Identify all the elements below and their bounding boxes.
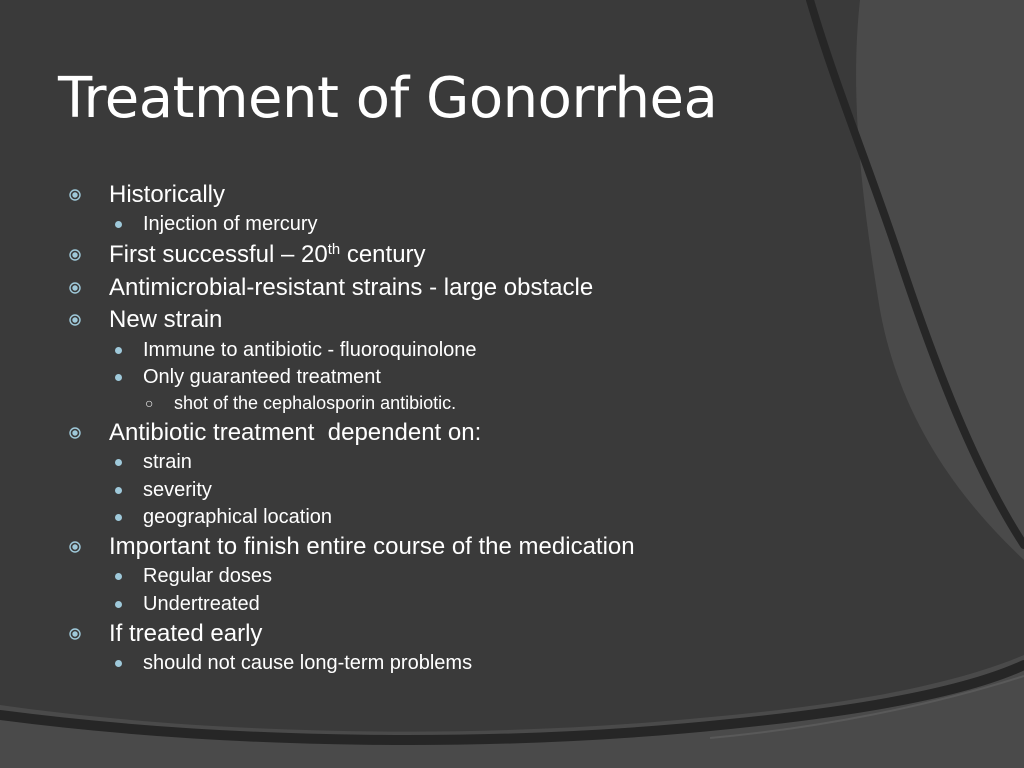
bullet-text: severity	[143, 479, 212, 501]
bullet-text: Important to finish entire course of the medication	[109, 533, 635, 560]
target-bullet-icon	[69, 249, 81, 261]
bullet-text: Immune to antibiotic - fluoroquinolone	[143, 339, 477, 361]
bullet-text: strain	[143, 451, 192, 473]
bullet-item-new-strain	[109, 305, 222, 335]
bullet-item-severity	[143, 478, 212, 502]
bullet-item-if-treated-early	[109, 619, 262, 649]
bullet-text: Historically	[109, 181, 226, 208]
slide-title: Treatment of Gonorrhea	[58, 66, 718, 131]
filled-dot-bullet-icon	[115, 374, 122, 381]
target-bullet-icon	[69, 189, 81, 201]
filled-dot-bullet-icon	[115, 459, 122, 466]
target-bullet-icon	[69, 541, 81, 553]
bullet-item-undertreated	[143, 592, 260, 616]
bullet-item-resistant-strains	[109, 273, 593, 303]
bullet-item-geographical-location	[143, 505, 332, 529]
bullet-text: geographical location	[143, 506, 333, 528]
bullet-item-no-long-term-problems	[143, 651, 472, 675]
filled-dot-bullet-icon	[115, 221, 122, 228]
hollow-circle-bullet-icon: ○	[145, 395, 154, 411]
bullet-item-immune-to-antibiotic	[143, 338, 477, 362]
bullet-text: If treated early	[109, 620, 263, 647]
filled-dot-bullet-icon	[115, 573, 122, 580]
bullet-item-injection-of-mercury	[143, 212, 318, 236]
target-bullet-icon	[69, 314, 81, 326]
filled-dot-bullet-icon	[115, 514, 122, 521]
bullet-text: Only guaranteed treatment	[143, 366, 381, 388]
bullet-item-first-successful	[109, 240, 426, 270]
bullet-text: New strain	[109, 306, 223, 333]
bullet-item-strain	[143, 450, 192, 474]
filled-dot-bullet-icon	[115, 601, 122, 608]
target-bullet-icon	[69, 282, 81, 294]
bullet-item-regular-doses	[143, 564, 272, 588]
bullet-item-only-guaranteed-treatment	[143, 365, 381, 389]
bullet-text: Injection of mercury	[143, 213, 318, 235]
target-bullet-icon	[69, 628, 81, 640]
bullet-item-cephalosporin-shot	[145, 392, 457, 414]
target-bullet-icon	[69, 427, 81, 439]
bullet-item-antibiotic-treatment	[109, 418, 481, 448]
bullet-text: Antibiotic treatment dependent on:	[109, 419, 482, 446]
bullet-text: Antimicrobial-resistant strains - large obstacle	[109, 274, 594, 301]
bullet-text: shot of the cephalosporin antibiotic.	[174, 393, 457, 413]
filled-dot-bullet-icon	[115, 487, 122, 494]
bullet-text: Regular doses	[143, 565, 272, 587]
bullet-item-finish-course	[109, 532, 635, 562]
bullet-text: First successful – 20th century	[109, 241, 426, 268]
filled-dot-bullet-icon	[115, 660, 122, 667]
bullet-item-historically	[109, 180, 225, 210]
filled-dot-bullet-icon	[115, 347, 122, 354]
bullet-text: should not cause long-term problems	[143, 652, 473, 674]
bullet-text: Undertreated	[143, 593, 260, 615]
